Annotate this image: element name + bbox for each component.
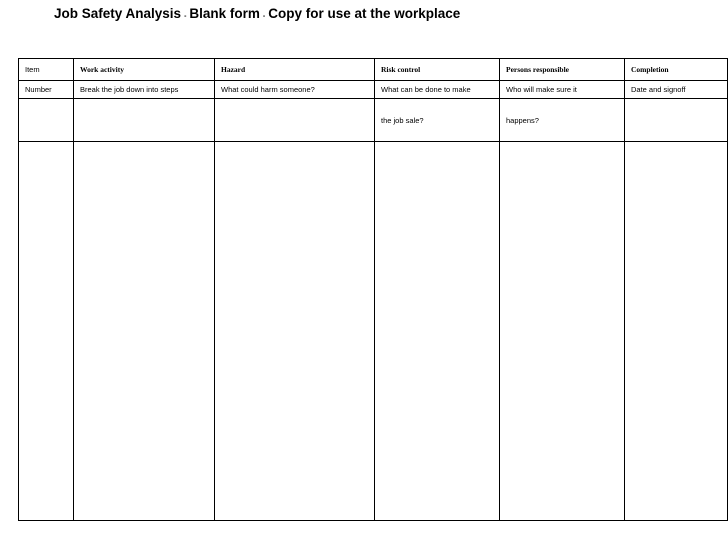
jsa-form-table	[18, 58, 728, 521]
continuation-persons-responsible: happens?	[500, 99, 625, 142]
continuation-hazard[interactable]	[215, 99, 375, 142]
subheader-hazard: What could harm someone?	[215, 81, 375, 99]
title-separator-1: -	[184, 13, 187, 20]
blank-cell-hazard[interactable]	[215, 142, 375, 521]
form-title	[54, 6, 460, 21]
subheader-row	[19, 81, 728, 99]
blank-cell-risk-control[interactable]	[375, 142, 500, 521]
header-persons-responsible: Persons responsible	[500, 59, 625, 81]
continuation-work-activity[interactable]	[74, 99, 215, 142]
title-separator-2: -	[262, 13, 266, 20]
continuation-item[interactable]	[19, 99, 74, 142]
header-risk-control: Risk control	[375, 59, 500, 81]
header-hazard: Hazard	[215, 59, 375, 81]
form-title-blank-form: Blank form	[189, 6, 260, 21]
blank-cell-work-activity[interactable]	[74, 142, 215, 521]
form-title-copy-note: Copy for use at the workplace	[268, 6, 461, 21]
form-title-main: Job Safety Analysis	[54, 6, 182, 21]
header-work-activity: Work activity	[74, 59, 215, 81]
subheader-completion: Date and signoff	[625, 81, 728, 99]
continuation-completion[interactable]	[625, 99, 728, 142]
subheader-item: Number	[19, 81, 74, 99]
header-item: Item	[19, 59, 74, 81]
blank-cell-completion[interactable]	[625, 142, 728, 521]
blank-entry-row	[19, 142, 728, 521]
header-completion: Completion	[625, 59, 728, 81]
subheader-persons-responsible: Who will make sure it	[500, 81, 625, 99]
continuation-row	[19, 99, 728, 142]
continuation-risk-control: the job sale?	[375, 99, 500, 142]
blank-cell-persons-responsible[interactable]	[500, 142, 625, 521]
blank-cell-item[interactable]	[19, 142, 74, 521]
subheader-work-activity: Break the job down into steps	[74, 81, 215, 99]
header-row	[19, 59, 728, 81]
subheader-risk-control: What can be done to make	[375, 81, 500, 99]
